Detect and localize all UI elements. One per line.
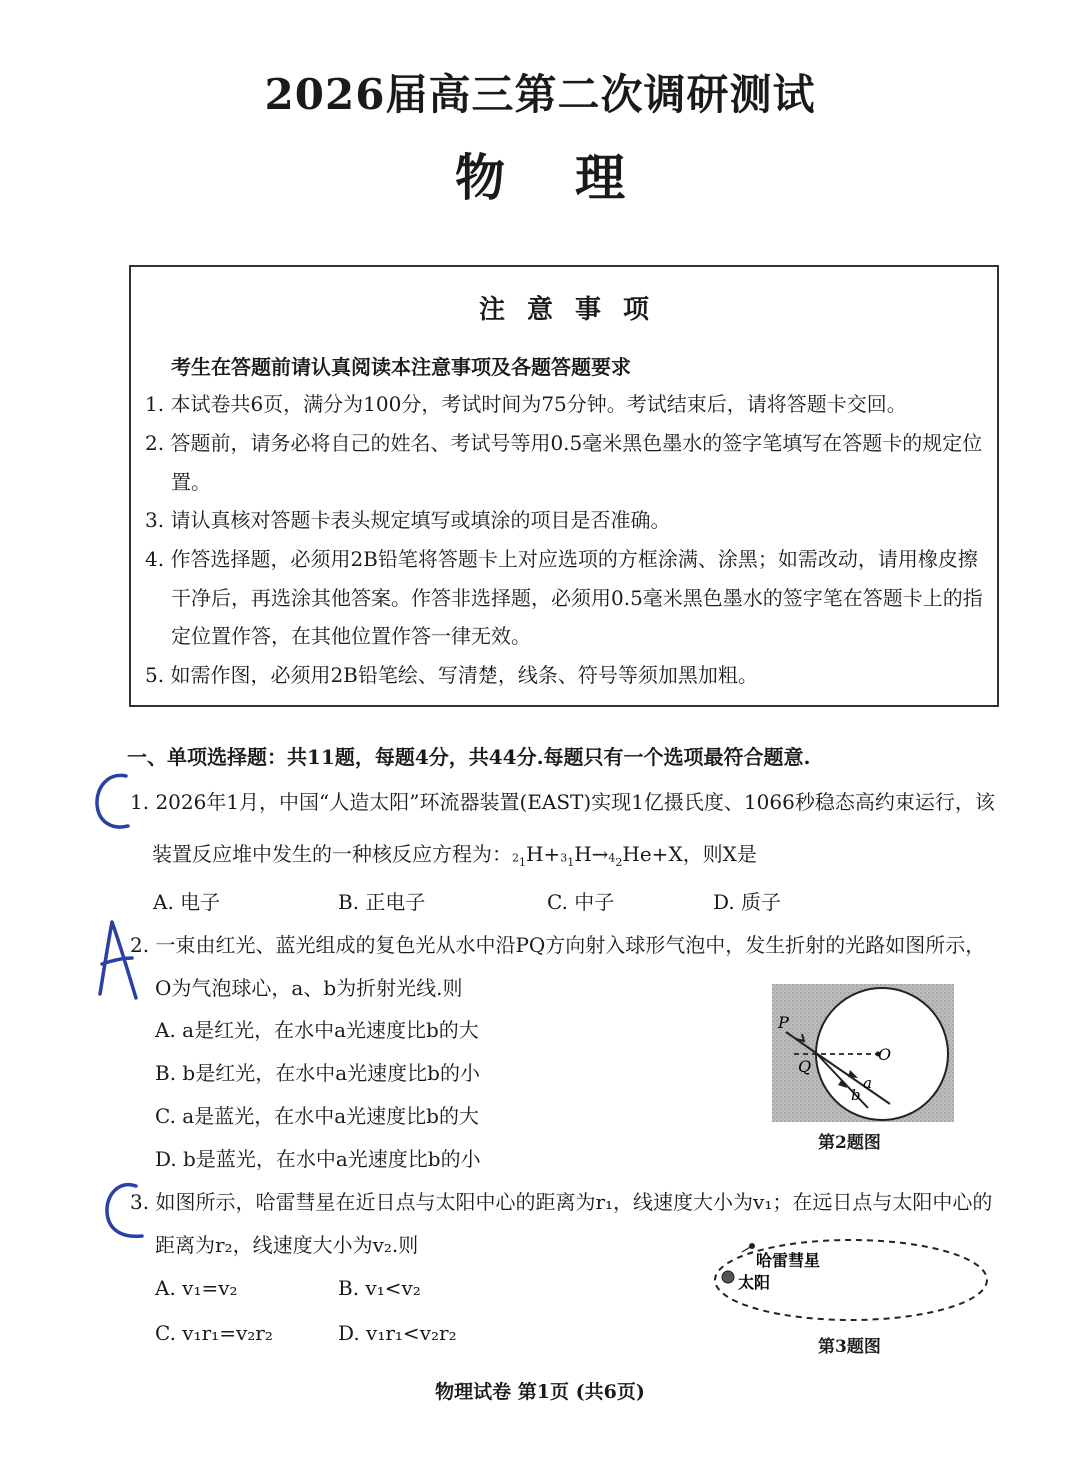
- q1-option-b: B. 正电子: [338, 890, 426, 914]
- q3-option-a: A. v₁=v₂: [155, 1276, 238, 1300]
- q1-option-d: D. 质子: [713, 890, 782, 914]
- q1-stem-line2: [152, 838, 757, 869]
- label-p: P: [778, 1013, 789, 1032]
- label-a: a: [863, 1074, 872, 1092]
- q2-figure-bubble: [772, 984, 954, 1124]
- q3-figure-caption: 第3题图: [818, 1337, 881, 1357]
- notice-item-4: 4. 作答选择题，必须用2B铅笔将答题卡上对应选项的方框涂满、涂黑；如需改动，请用橡皮擦干净后，再选涂其他答案。作答非选择题，必须用0.5毫米黑色墨水的签字笔在答题卡上的指定位置作答，在其他位置作答一律无效。: [145, 547, 983, 648]
- notice-box: [129, 265, 999, 707]
- q1-stem-suffix: ，则X是: [682, 842, 757, 866]
- q3-option-d: D. v₁r₁<v₂r₂: [338, 1321, 457, 1345]
- q2-stem-line2: O为气泡球心，a、b为折射光线.则: [155, 976, 463, 1000]
- q3-option-b: B. v₁<v₂: [338, 1276, 421, 1300]
- q3-figure-orbit: [708, 1230, 994, 1330]
- notice-item-5: 5. 如需作图，必须用2B铅笔绘、写清楚，线条、符号等须加黑加粗。: [145, 663, 758, 687]
- subject-title: 物理: [455, 148, 695, 207]
- q3-stem-line1: 3. 如图所示，哈雷彗星在近日点与太阳中心的距离为r₁，线速度大小为v₁；在远日点与太阳中心的: [130, 1190, 993, 1214]
- comet-tail: [742, 1246, 752, 1252]
- q2-option-c: C. a是蓝光，在水中a光速度比b的大: [155, 1104, 479, 1128]
- handwritten-answer-q1: [88, 768, 136, 836]
- q2-option-d: D. b是蓝光，在水中a光速度比b的小: [155, 1147, 481, 1171]
- page-footer: 物理试卷 第1页 (共6页): [435, 1381, 645, 1403]
- notice-title: 注意事项: [478, 295, 671, 325]
- q3-stem-line2: 距离为r₂，线速度大小为v₂.则: [155, 1233, 419, 1257]
- label-comet: 哈雷彗星: [756, 1251, 821, 1270]
- notice-item-1: 1. 本试卷共6页，满分为100分，考试时间为75分钟。考试结束后，请将答题卡交回。: [145, 392, 907, 416]
- notice-item-2: 2. 答题前，请务必将自己的姓名、考试号等用0.5毫米黑色墨水的签字笔填写在答题卡的规定位置。: [145, 431, 983, 494]
- exam-title: 2026届高三第二次调研测试: [264, 70, 816, 119]
- section-heading: 一、单项选择题：共11题，每题4分，共44分.每题只有一个选项最符合题意.: [127, 745, 811, 769]
- q1-option-a: A. 电子: [153, 890, 221, 914]
- q1-equation: $_{^21}H+_{^31}H\to_{^42}He+X$: [512, 842, 683, 869]
- q1-option-c: C. 中子: [547, 890, 615, 914]
- label-sun: 太阳: [738, 1273, 771, 1292]
- q3-option-c: C. v₁r₁=v₂r₂: [155, 1321, 273, 1345]
- q2-figure-caption: 第2题图: [818, 1133, 881, 1153]
- label-b: b: [851, 1086, 861, 1104]
- notice-item-3: 3. 请认真核对答题卡表头规定填写或填涂的项目是否准确。: [145, 508, 671, 532]
- sun-icon: [722, 1271, 734, 1283]
- q1-stem-prefix: 装置反应堆中发生的一种核反应方程为：: [152, 842, 512, 866]
- handwritten-answer-q2: [92, 914, 148, 1006]
- label-o: O: [878, 1045, 892, 1064]
- q1-stem-line1: 1. 2026年1月，中国“人造太阳”环流器装置(EAST)实现1亿摄氏度、1066秒稳态高约束运行，该: [130, 790, 995, 814]
- q2-option-b: B. b是红光，在水中a光速度比b的小: [155, 1061, 480, 1085]
- q2-stem-line1: 2. 一束由红光、蓝光组成的复色光从水中沿PQ方向射入球形气泡中，发生折射的光路如图所示，: [130, 933, 986, 957]
- q2-option-a: A. a是红光，在水中a光速度比b的大: [155, 1018, 479, 1042]
- label-q: Q: [798, 1057, 812, 1076]
- notice-intro: 考生在答题前请认真阅读本注意事项及各题答题要求: [171, 355, 631, 379]
